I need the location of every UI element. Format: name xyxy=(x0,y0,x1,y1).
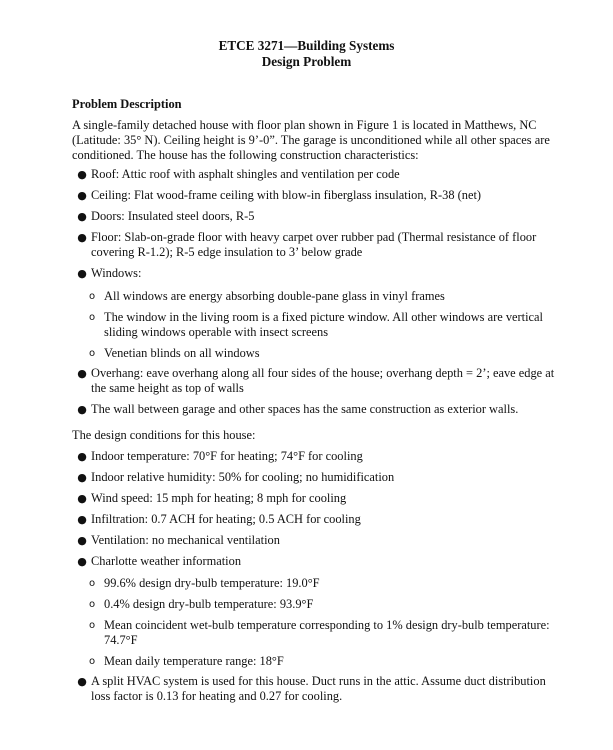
bullet-icon: ● xyxy=(77,168,87,181)
sub-item-design-dry-bulb-cooling: o 0.4% design dry-bulb temperature: 93.9°F xyxy=(88,597,314,611)
list-item-humidity: ● Indoor relative humidity: 50% for cooling; no humidification xyxy=(77,470,395,484)
list-item-overhang: ● Overhang: eave overhang along all four sides of the house; overhang depth = 2’; eave edge at the same height as top of walls xyxy=(77,366,555,395)
bullet-icon: ● xyxy=(77,367,87,380)
sub-bullet-icon: o xyxy=(88,312,96,323)
list-item-indoor-temp: ● Indoor temperature: 70°F for heating; 74°F for cooling xyxy=(77,449,363,463)
conditions-list xyxy=(72,449,557,569)
list-item-ceiling: ● Ceiling: Flat wood-frame ceiling with blow-in fiberglass insulation, R-38 (net) xyxy=(77,188,482,202)
conditions-list-continued xyxy=(72,674,557,704)
title-course: ETCE 3271—Building Systems xyxy=(218,38,395,53)
intro-paragraph: A single-family detached house with floor plan shown in Figure 1 is located in Matthews, NC (Latitude: 35° N). Ceiling height is 9’-0”. The garage is unconditioned while all other spaces are conditioned. The house has the following construction characteristics: xyxy=(72,118,550,162)
conditions-intro: The design conditions for this house: xyxy=(72,428,256,442)
bullet-icon: ● xyxy=(77,471,87,484)
sub-item-glass: o All windows are energy absorbing double-pane glass in vinyl frames xyxy=(88,289,445,303)
sub-item-picture-window: o The window in the living room is a fixed picture window. All other windows are vertical sliding windows operable with insect screens xyxy=(88,310,543,339)
bullet-icon: ● xyxy=(77,450,87,463)
sub-item-daily-range: o Mean daily temperature range: 18°F xyxy=(88,654,284,668)
list-item-wall: ● The wall between garage and other spaces has the same construction as exterior walls. xyxy=(77,402,519,416)
construction-list-continued xyxy=(72,366,557,417)
bullet-icon: ● xyxy=(77,189,87,202)
bullet-icon: ● xyxy=(77,267,87,280)
sub-bullet-icon: o xyxy=(88,578,96,589)
bullet-icon: ● xyxy=(77,492,87,505)
list-item-wind: ● Wind speed: 15 mph for heating; 8 mph for cooling xyxy=(77,491,347,505)
sub-bullet-icon: o xyxy=(88,599,96,610)
sub-bullet-icon: o xyxy=(88,291,96,302)
sub-item-blinds: o Venetian blinds on all windows xyxy=(88,346,260,360)
list-item-infiltration: ● Infiltration: 0.7 ACH for heating; 0.5 ACH for cooling xyxy=(77,512,361,526)
sub-bullet-icon: o xyxy=(88,348,96,359)
list-item-roof: ● Roof: Attic roof with asphalt shingles and ventilation per code xyxy=(77,167,400,181)
list-item-doors: ● Doors: Insulated steel doors, R-5 xyxy=(77,209,255,223)
title-subtitle: Design Problem xyxy=(261,54,352,69)
construction-list xyxy=(72,167,557,287)
bullet-icon: ● xyxy=(77,555,87,568)
sub-item-design-dry-bulb-heating: o 99.6% design dry-bulb temperature: 19.0°F xyxy=(88,576,320,590)
list-item-hvac: ● A split HVAC system is used for this house. Duct runs in the attic. Assume duct distribution loss factor is 0.13 for heating and 0.27 for cooling. xyxy=(77,674,546,703)
list-item-floor: ● Floor: Slab-on-grade floor with heavy carpet over rubber pad (Thermal resistance of floor covering R-1.2); R-5 edge insulation to 3’ below grade xyxy=(77,230,537,259)
bullet-icon: ● xyxy=(77,534,87,547)
bullet-icon: ● xyxy=(77,403,87,416)
list-item-weather: ● Charlotte weather information xyxy=(77,554,242,568)
document-title xyxy=(0,38,613,70)
sub-item-wet-bulb: o Mean coincident wet-bulb temperature corresponding to 1% design dry-bulb temperature: 74.7°F xyxy=(88,618,550,647)
sub-bullet-icon: o xyxy=(88,656,96,667)
bullet-icon: ● xyxy=(77,210,87,223)
list-item-windows: ● Windows: xyxy=(77,266,142,280)
bullet-icon: ● xyxy=(77,231,87,244)
sub-bullet-icon: o xyxy=(88,620,96,631)
windows-sublist xyxy=(72,289,557,361)
list-item-ventilation: ● Ventilation: no mechanical ventilation xyxy=(77,533,280,547)
weather-sublist xyxy=(72,576,557,669)
bullet-icon: ● xyxy=(77,513,87,526)
bullet-icon: ● xyxy=(77,675,87,688)
section-heading: Problem Description xyxy=(72,97,182,111)
